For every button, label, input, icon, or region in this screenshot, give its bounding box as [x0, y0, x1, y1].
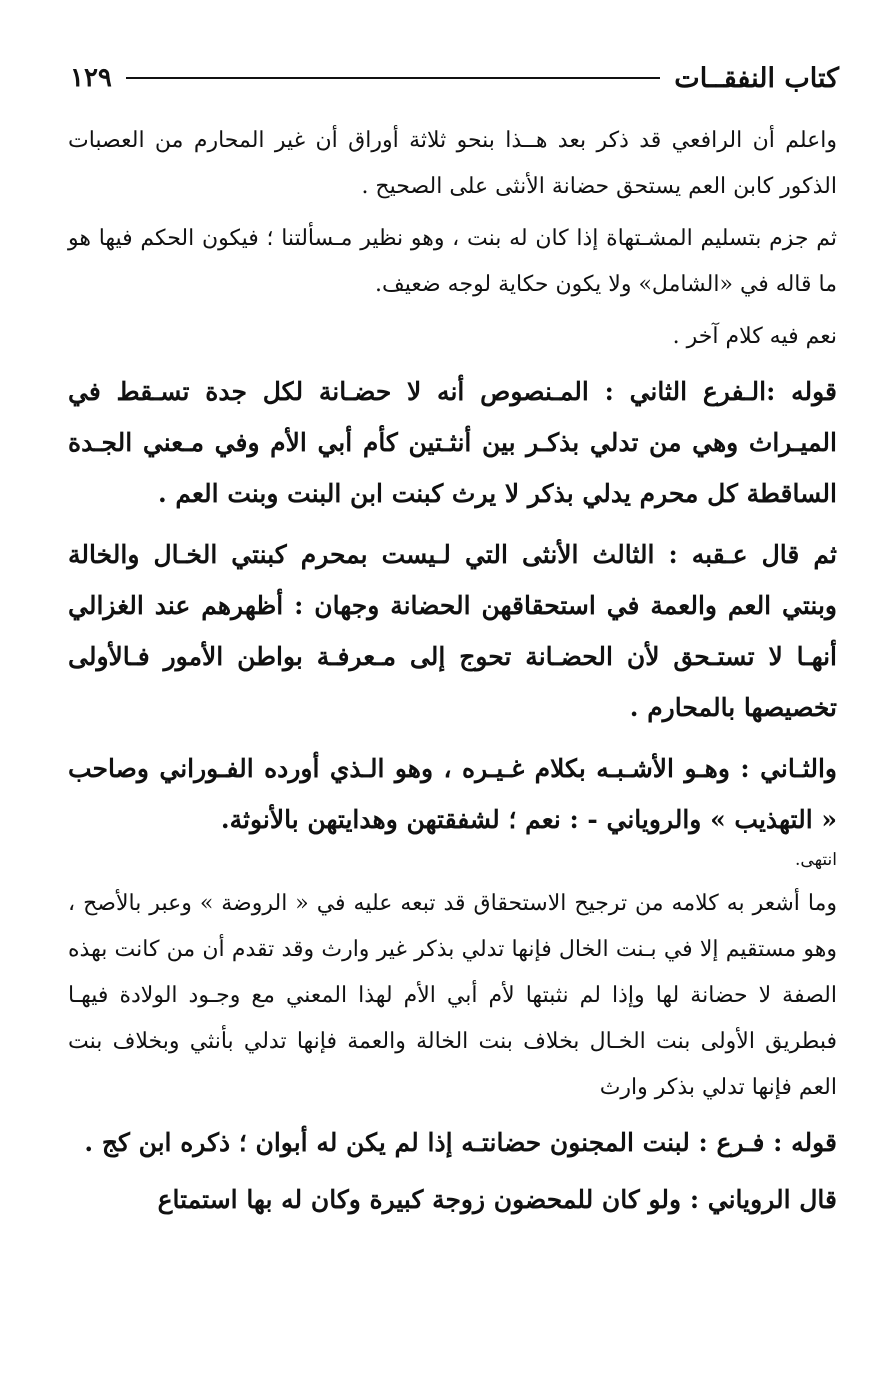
book-title: كتاب النفقــات	[674, 62, 839, 94]
paragraph-2: ثم جزم بتسليم المشـتهاة إذا كان له بنت ، وهو نظير مـسألتنا ؛ فيكون الحكم فيها هو ما قاله في «الشامل» ولا يكون حكاية لوجه ضعيف.	[68, 226, 837, 297]
running-header	[70, 58, 839, 98]
paragraph-8: وما أشعر به كلامه من ترجيح الاستحقاق قد تبعه عليه في « الروضة » وعبر بالأصح ، وهو مستقيم إلا في بـنت الخال فإنها تدلي بذكر غير وارث وقد تقدم أن من كانت بهذه الصفة لا حضانة لها وإذا لم نثبتها لأم أبي الأم لهذا المعني مع وجـود الولادة فيهـا فبطريق الأولى بنت الخـال بخلاف بنت الخالة والعمة فإنها تدلي بأنثي وبخلاف بنت العم فإنها تدلي بذكر وارث	[68, 891, 837, 1100]
paragraph-10: قال الروياني : ولو كان للمحضون زوجة كبيرة وكان له بها استمتاع	[157, 1185, 837, 1214]
paragraph-4: قوله :الـفرع الثاني : المـنصوص أنه لا حضـانة لكل جدة تسـقط في الميـراث وهي من تدلي بذكـر بين أنثـتين كأم أبي الأم وفي مـعني الجـدة الساقطة كل محرم يدلي بذكر لا يرث كبنت ابن البنت وبنت العم .	[68, 377, 837, 508]
paragraph-3: نعم فيه كلام آخر .	[672, 324, 837, 349]
paragraph-5: ثم قال عـقبه : الثالث الأنثى التي لـيست بمحرم كبنتي الخـال والخالة وبنتي العم والعمة في استحقاقهن الحضانة وجهان : أظهرهم عند الغزالي أنهـا لا تستـحق لأن الحضـانة تحوج إلى مـعرفـة بواطن الأمور فـالأولى تخصيصها بالمحارم .	[68, 540, 837, 722]
paragraph-6: والثـاني : وهـو الأشـبـه بكلام غـيـره ، وهو الـذي أورده الفـوراني وصاحب « التهذيب » والروياني - : نعم ؛ لشفقتهن وهدايتهن بالأنوثة.	[68, 754, 837, 834]
paragraph-7: انتهى.	[795, 850, 837, 870]
page-body	[68, 118, 837, 1225]
header-rule	[126, 77, 660, 79]
page-number: ١٢٩	[70, 63, 112, 93]
paragraph-1: واعلم أن الرافعي قد ذكر بعد هــذا بنحو ثلاثة أوراق أن غير المحارم من العصبات الذكور كابن العم يستحق حضانة الأنثى على الصحيح .	[68, 128, 837, 199]
paragraph-9: قوله : فـرع : لبنت المجنون حضانتـه إذا لم يكن له أبوان ؛ ذكره ابن كج .	[84, 1128, 837, 1157]
